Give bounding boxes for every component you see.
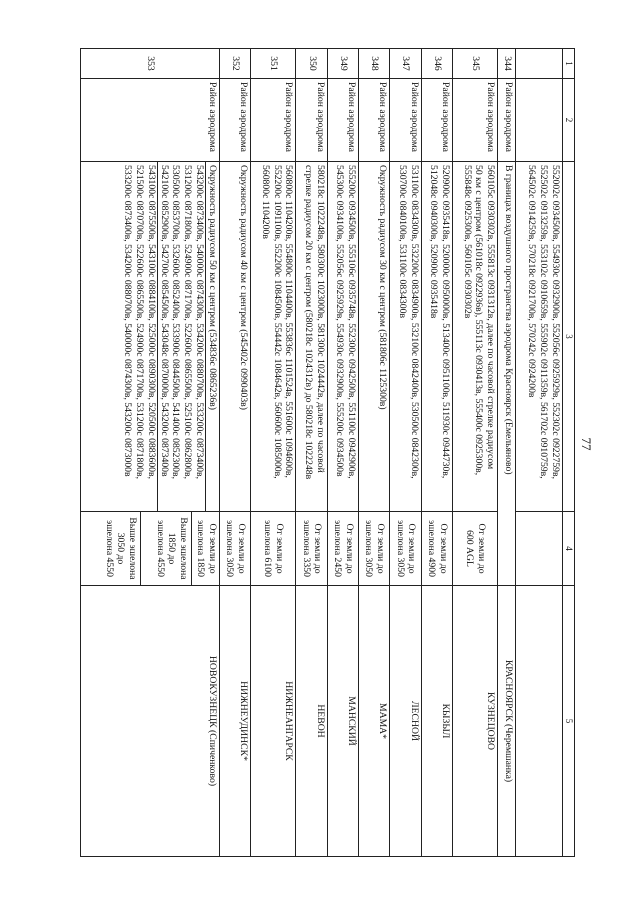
table-row bbox=[251, 49, 296, 857]
airspace-table bbox=[80, 48, 575, 857]
coord-line: 530700с 0840100в, 531100с 0834300в bbox=[396, 165, 408, 319]
row-city: ЛЕСНОЙ bbox=[390, 586, 421, 857]
document-page bbox=[80, 48, 575, 856]
coord-line: Окружность радиусом 50 км с центром (534836с 0865236в) bbox=[206, 165, 218, 410]
row-altitude: От земли до эшелона 3050 bbox=[390, 512, 421, 586]
row-number: 344 bbox=[498, 49, 516, 79]
coord-line: 545300с 0934100в, 552056с 0925929в, 554930с 0932900в, 555200с 0934500в bbox=[334, 165, 346, 477]
row-number: 349 bbox=[327, 49, 358, 79]
coord-line: Окружность радиусом 40 км с центром (545402с 0990403в) bbox=[238, 165, 250, 410]
row-altitude: От земли до эшелона 2450 bbox=[327, 512, 358, 586]
row-altitude: От земли до эшелона 6100 bbox=[251, 512, 296, 586]
row-type: Район аэродрома bbox=[81, 79, 220, 162]
row-city: НИЖНЕУДИНСК* bbox=[219, 586, 250, 857]
coord-line: Окружность радиусом 30 км с центром (581806с 1125300в) bbox=[377, 165, 389, 410]
row-altitude: От земли до эшелона 4900 bbox=[421, 512, 452, 586]
coord-line: 560800с 1104200в bbox=[259, 165, 271, 239]
row-type: Район аэродрома bbox=[359, 79, 390, 162]
coord-line: 580218с 1022248в, 580300с 1023000в, 581300с 1024442в, далее по часовой bbox=[314, 165, 326, 473]
header-row bbox=[563, 49, 575, 857]
row-coordinates bbox=[390, 162, 421, 512]
coord-line: 543200с 0873400в, 540000с 0874300в, 534200с 0880700в, 533200с 0873400в, bbox=[194, 165, 206, 480]
row-city: НОВОКУЗНЕЦК (Спиченково) bbox=[81, 586, 220, 857]
table-row bbox=[81, 49, 220, 857]
coord-line: 520900с 0935418в, 520000с 0950000в, 513400с 0951100в, 511930с 0944730в, bbox=[440, 165, 452, 479]
table-row bbox=[359, 49, 390, 857]
row-altitude: От земли до эшелона 3350 bbox=[296, 512, 327, 586]
row-coordinates bbox=[296, 162, 327, 512]
col-header-5: 5 bbox=[563, 586, 575, 857]
altitude-block: Выше эшелона 3050 до эшелона 4550 bbox=[103, 512, 141, 585]
coord-line: 560105с 0930302в, 555813с 0931312в, далее по часовой стрелке радиусом bbox=[485, 165, 497, 470]
row-city: НЕВОН bbox=[296, 586, 327, 857]
coord-line: 543100с 0875500в, 543100с 0884100в, 525000с 0890300в, 520500с 0883600в, bbox=[145, 165, 157, 480]
row-type: Район аэродрома bbox=[296, 79, 327, 162]
coord-block bbox=[158, 162, 206, 511]
coord-line: 533200с 0873400в, 534200с 0880700в, 540000с 0874300в, 543200с 0873000в bbox=[122, 165, 134, 477]
coord-line: стрелке радиусом 20 км с центром (580218с 1024312в) до 580218с 1022248в bbox=[302, 165, 314, 480]
table-row bbox=[498, 49, 516, 857]
altitude-block: Выше эшелона 1850 до эшелона 4550 bbox=[141, 512, 192, 585]
row-type: Район аэродрома bbox=[390, 79, 421, 162]
table-row bbox=[219, 49, 250, 857]
table-row bbox=[296, 49, 327, 857]
row-type: Район аэродрома bbox=[327, 79, 358, 162]
coord-line: 552200с 1091100в, 552200с 1084500в, 554442с 1084642в, 560600с 1085000в, bbox=[271, 165, 283, 479]
row-coordinates bbox=[251, 162, 296, 512]
row-type: Район аэродрома bbox=[453, 79, 498, 162]
coord-block bbox=[121, 162, 157, 511]
row-number: 347 bbox=[390, 49, 421, 79]
coord-line: 530500с 0853700в, 532600с 0852400в, 533900с 0844500в, 541400с 0852300в, bbox=[170, 165, 182, 480]
table-row bbox=[390, 49, 421, 857]
coord-line: 531200с 0871800в, 524900с 0871700в, 522600с 0865500в, 525100с 0862800в, bbox=[182, 165, 194, 480]
coord-line: 564502с 0914259в, 570218с 0921700в, 570242с 0924200в bbox=[526, 165, 538, 398]
col-header-3: 3 bbox=[563, 162, 575, 512]
row-altitude bbox=[81, 512, 220, 586]
rotated-table-container bbox=[80, 48, 575, 856]
page-number: 77 bbox=[579, 437, 594, 451]
row-number: 348 bbox=[359, 49, 390, 79]
row-city: МАНСКИЙ bbox=[327, 586, 358, 857]
row-coordinates bbox=[359, 162, 390, 512]
row-coordinates bbox=[81, 162, 220, 512]
row-number: 352 bbox=[219, 49, 250, 79]
coord-line: 512048с 0940300в, 520900с 0935418в bbox=[428, 165, 440, 319]
table-row bbox=[327, 49, 358, 857]
row-type: Район аэродрома bbox=[219, 79, 250, 162]
col-header-1: 1 bbox=[563, 49, 575, 79]
row-city: КУЗНЕЦОВО bbox=[453, 586, 498, 857]
coord-block bbox=[206, 165, 218, 508]
coord-line: 555200с 0934500в, 555106с 0935748в, 552300с 0942500в, 551100с 0942900в, bbox=[346, 165, 358, 479]
row-coordinates bbox=[421, 162, 452, 512]
coord-line: 521500с 0870700в, 522600с 0865500в, 524900с 0871700в, 531200с 0871800в, bbox=[133, 165, 145, 480]
section-header: В границах воздушного пространства аэродрома Красноярск (Емельяново) bbox=[498, 162, 516, 586]
coord-line: 552002с 0934500в, 554930с 0932900в, 552056с 0925929в, 552302с 0922759в, bbox=[550, 165, 561, 480]
col-header-4: 4 bbox=[563, 512, 575, 586]
row-altitude bbox=[516, 512, 563, 586]
altitude-block: От земли до эшелона 1850 bbox=[195, 520, 218, 577]
coord-line: 50 км с центром (561018с 0922936в), 555113с 0930413в, 555400с 0925300в, bbox=[473, 165, 485, 476]
row-coordinates bbox=[516, 162, 563, 512]
row-number: 353 bbox=[81, 49, 220, 79]
row-altitude: От земли до 600 AGL bbox=[453, 512, 498, 586]
row-number: 345 bbox=[453, 49, 498, 79]
coord-line: 560800с 1104200в, 554800с 1104400в, 553836с 1101524в, 551600с 1094600в, bbox=[283, 165, 295, 478]
row-type bbox=[516, 79, 563, 162]
coord-line: 542100с 0852900в, 542700с 0854500в, 543048с 0870000в, 543200с 0873400в bbox=[158, 165, 170, 477]
row-city: КРАСНОЯРСК (Черемшанка) bbox=[498, 586, 516, 857]
row-coordinates bbox=[453, 162, 498, 512]
row-city: КЫЗЫЛ bbox=[421, 586, 452, 857]
row-type: Район аэродрома bbox=[498, 79, 516, 162]
row-city bbox=[516, 586, 563, 857]
row-number: 346 bbox=[421, 49, 452, 79]
coord-line: 555848с 0925300в, 560105с 0930302в bbox=[461, 165, 473, 319]
row-coordinates bbox=[327, 162, 358, 512]
row-city: МАМА* bbox=[359, 586, 390, 857]
table-row bbox=[421, 49, 452, 857]
row-number: 351 bbox=[251, 49, 296, 79]
row-coordinates bbox=[219, 162, 250, 512]
row-number bbox=[516, 49, 563, 79]
col-header-2: 2 bbox=[563, 79, 575, 162]
row-altitude: От земли до эшелона 3050 bbox=[359, 512, 390, 586]
row-type: Район аэродрома bbox=[251, 79, 296, 162]
coord-line: 531100с 0834300в, 532200с 0834900в, 532100с 0842400в, 530500с 0842300в, bbox=[408, 165, 420, 479]
row-number: 350 bbox=[296, 49, 327, 79]
table-row bbox=[516, 49, 563, 857]
row-altitude: От земли до эшелона 3050 bbox=[219, 512, 250, 586]
row-type: Район аэродрома bbox=[421, 79, 452, 162]
coord-line: 552502с 0913259в, 553102с 0910659в, 555902с 0911359в, 561702с 0910759в, bbox=[538, 165, 550, 479]
table-row bbox=[453, 49, 498, 857]
row-city: НИЖНЕАНГАРСК bbox=[251, 586, 296, 857]
